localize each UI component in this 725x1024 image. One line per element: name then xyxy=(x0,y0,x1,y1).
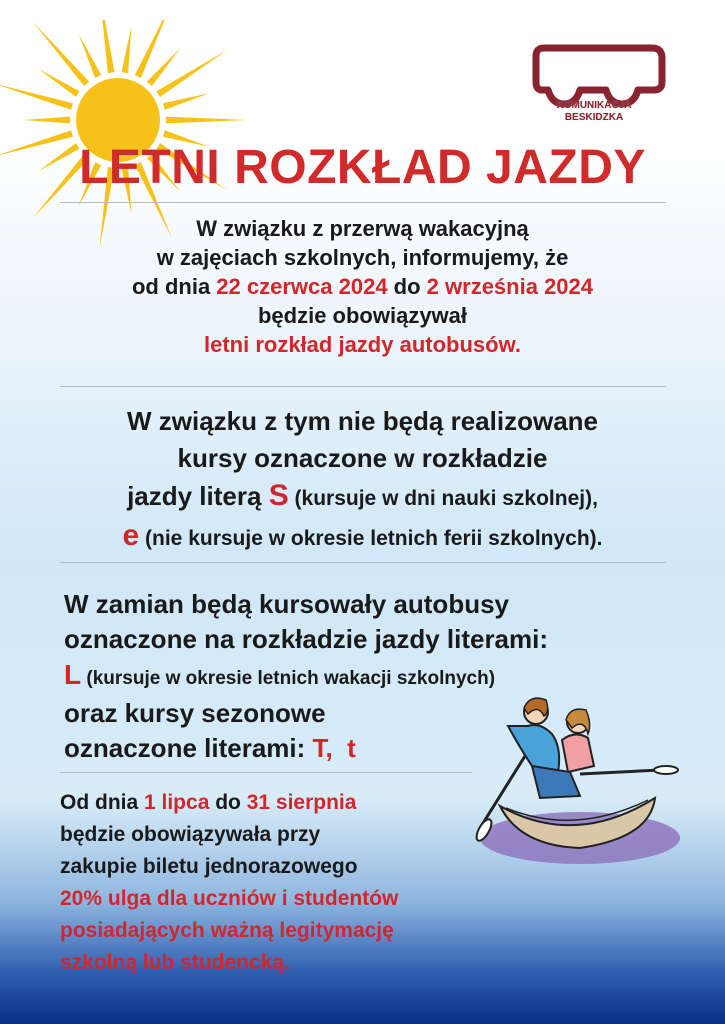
discount-date-to: 31 sierpnia xyxy=(246,791,357,814)
divider xyxy=(60,772,472,773)
logo-line-1: KOMUNIKACJA xyxy=(556,100,632,111)
sun-ray xyxy=(0,83,73,109)
intro-line-3 xyxy=(0,272,725,301)
intro-line-2: w zajęciach szkolnych, informujemy, że xyxy=(156,245,569,270)
sun-ray xyxy=(135,20,172,78)
discount-text: Od dnia xyxy=(60,791,144,814)
discount-line-6: szkolną lub studencką. xyxy=(60,951,290,974)
discount-line-1 xyxy=(60,787,398,819)
intro-paragraph xyxy=(0,214,725,359)
intro-text: do xyxy=(387,274,427,299)
intro-line-5: letni rozkład jazdy autobusów. xyxy=(203,332,521,357)
divider xyxy=(60,562,666,563)
cancelled-line-3 xyxy=(0,477,725,517)
letter-T: T xyxy=(312,733,326,763)
intro-line-4: będzie obowiązywał xyxy=(257,303,468,328)
cancelled-line-2: kursy oznaczone w rozkładzie xyxy=(177,443,548,473)
letter-t: t xyxy=(347,733,356,763)
bus-logo-icon xyxy=(530,42,670,142)
desc-l: (kursuje w okresie letnich wakacji szkolnych) xyxy=(81,668,496,689)
sun-ray xyxy=(33,22,89,86)
sun-ray xyxy=(121,26,131,73)
sun-ray xyxy=(166,117,248,124)
divider xyxy=(60,202,666,203)
cancelled-text: jazdy literą xyxy=(127,481,269,511)
cancelled-line-1: W związku z tym nie będą realizowane xyxy=(126,406,598,436)
replacement-text: oznaczone literami: xyxy=(64,733,313,763)
intro-text: od dnia xyxy=(131,274,217,299)
divider xyxy=(60,386,666,387)
sun-ray xyxy=(99,20,114,73)
discount-line-2: będzie obowiązywała przy xyxy=(60,823,321,846)
letter-e: e xyxy=(122,519,140,552)
sun-ray xyxy=(163,93,209,109)
company-logo-text xyxy=(534,100,654,124)
replacement-line-1: W zamian będą kursowały autobusy xyxy=(64,589,509,619)
replacement-line-2: oznaczone na rozkładzie jazdy literami: xyxy=(64,624,549,654)
intro-line-1: W związku z przerwą wakacyjną xyxy=(196,216,529,241)
replacement-line-4: oraz kursy sezonowe xyxy=(64,698,326,728)
sun-ray xyxy=(79,34,102,78)
cancelled-paragraph xyxy=(0,403,725,557)
letter-s: S xyxy=(268,479,289,512)
page-title: LETNI ROZKŁAD JAZDY xyxy=(79,141,646,194)
discount-paragraph xyxy=(60,787,398,979)
desc-s: (kursuje w dni nauki szkolnej), xyxy=(288,487,598,510)
letter-l: L xyxy=(64,659,82,690)
sun-ray xyxy=(23,117,70,124)
date-to: 2 września 2024 xyxy=(426,274,594,299)
sun-ray xyxy=(156,50,227,97)
logo-line-2: BESKIDZKA xyxy=(564,112,624,123)
letter-separator: , xyxy=(325,733,348,763)
desc-e: (nie kursuje w okresie letnich ferii szkolnych). xyxy=(139,527,603,550)
sun-ray xyxy=(38,69,79,97)
discount-text: do xyxy=(209,791,247,814)
canoe-illustration-icon xyxy=(470,688,685,878)
discount-date-from: 1 lipca xyxy=(144,791,210,814)
discount-line-3: zakupie biletu jednorazowego xyxy=(60,855,358,878)
date-from: 22 czerwca 2024 xyxy=(216,274,388,299)
discount-line-4: 20% ulga dla uczniów i studentów xyxy=(60,887,399,910)
cancelled-line-4 xyxy=(0,517,725,557)
discount-line-5: posiadających ważną legitymację xyxy=(60,919,394,942)
